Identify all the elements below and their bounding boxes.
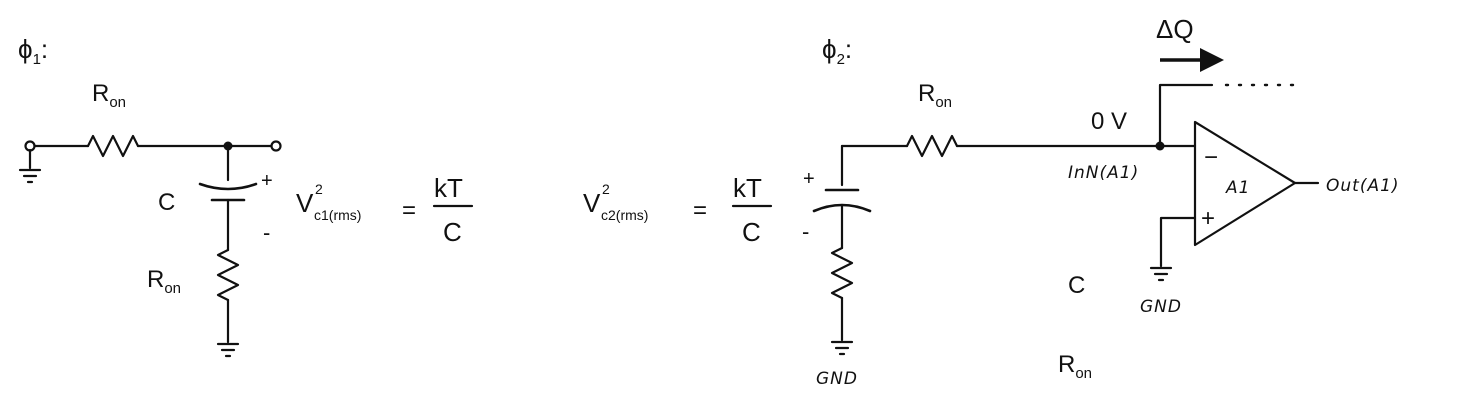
phase2-gnd-opamp-label: GND [1140,297,1182,317]
phase2-feedback-wire [1160,85,1212,146]
phase1-input-ground-icon [20,170,40,182]
phase2-opamp-name: A1 [1226,178,1251,198]
phase2-node-voltage: 0 V [1091,108,1128,135]
phase2-ron-top-label: $R_{on}$ [918,80,953,111]
phase2-circuit [583,14,1400,389]
phase1-noise-formula [296,173,472,247]
phase1-cap-label: C [158,189,176,216]
phase1-formula-sub: c1(rms) [314,207,362,223]
phase2-ron-label: $R_{on}$ [1058,351,1093,382]
phase1-plus-sign: + [261,170,273,192]
phase2-label: $\phi_2$: [822,34,853,68]
phase2-formula-den: C [742,217,761,247]
phase1-formula-sup: 2 [315,181,323,197]
phase2-minus-sign: - [802,219,810,244]
phase2-vertical-resistor [832,248,852,298]
phase2-noninv-ground-wire [1161,218,1195,266]
phase1-output-terminal [272,142,281,151]
phase2-opamp-plus: + [1201,205,1216,232]
phase1-circuit [18,34,472,356]
phase2-opamp-ground-icon [1151,268,1171,280]
phase2-noise-formula [583,173,771,247]
phase2-c-label: C [1068,272,1086,299]
phase2-formula-v: V [583,188,601,218]
phase2-formula-sub: c2(rms) [601,207,649,223]
phase2-plus-sign: + [803,168,815,190]
phase1-minus-sign: - [263,220,271,245]
phase1-label: $\phi_1$: [18,34,49,68]
phase2-left-ground-icon [832,342,852,354]
phase2-output-label: Out(A1) [1326,176,1400,196]
phase2-formula-eq: = [693,197,708,224]
phase2-opamp-minus: − [1204,144,1219,171]
phase2-delta-q-arrow-icon [1160,48,1224,72]
phase1-ron-top-resistor [88,136,138,156]
phase2-inn-label: InN(A1) [1068,163,1140,183]
phase2-ron-top-resistor [907,136,957,156]
phase2-delta-q-label: ΔQ [1156,14,1194,44]
phase2-formula-sup: 2 [602,181,610,197]
phase1-ron-bottom-label: $R_{on}$ [147,266,182,297]
phase1-formula-v: V [296,188,314,218]
phase2-gnd-left-label: GND [816,369,858,389]
phase1-cap-plate-top [200,184,256,189]
phase1-ron-bottom-resistor [218,250,238,300]
phase2-formula-num: kT [733,173,762,203]
phase1-formula-num: kT [434,173,463,203]
phase1-ground-icon [218,344,238,356]
phase1-formula-eq: = [402,197,417,224]
phase1-ron-top-label: $R_{on}$ [92,80,127,111]
phase1-formula-den: C [443,217,462,247]
